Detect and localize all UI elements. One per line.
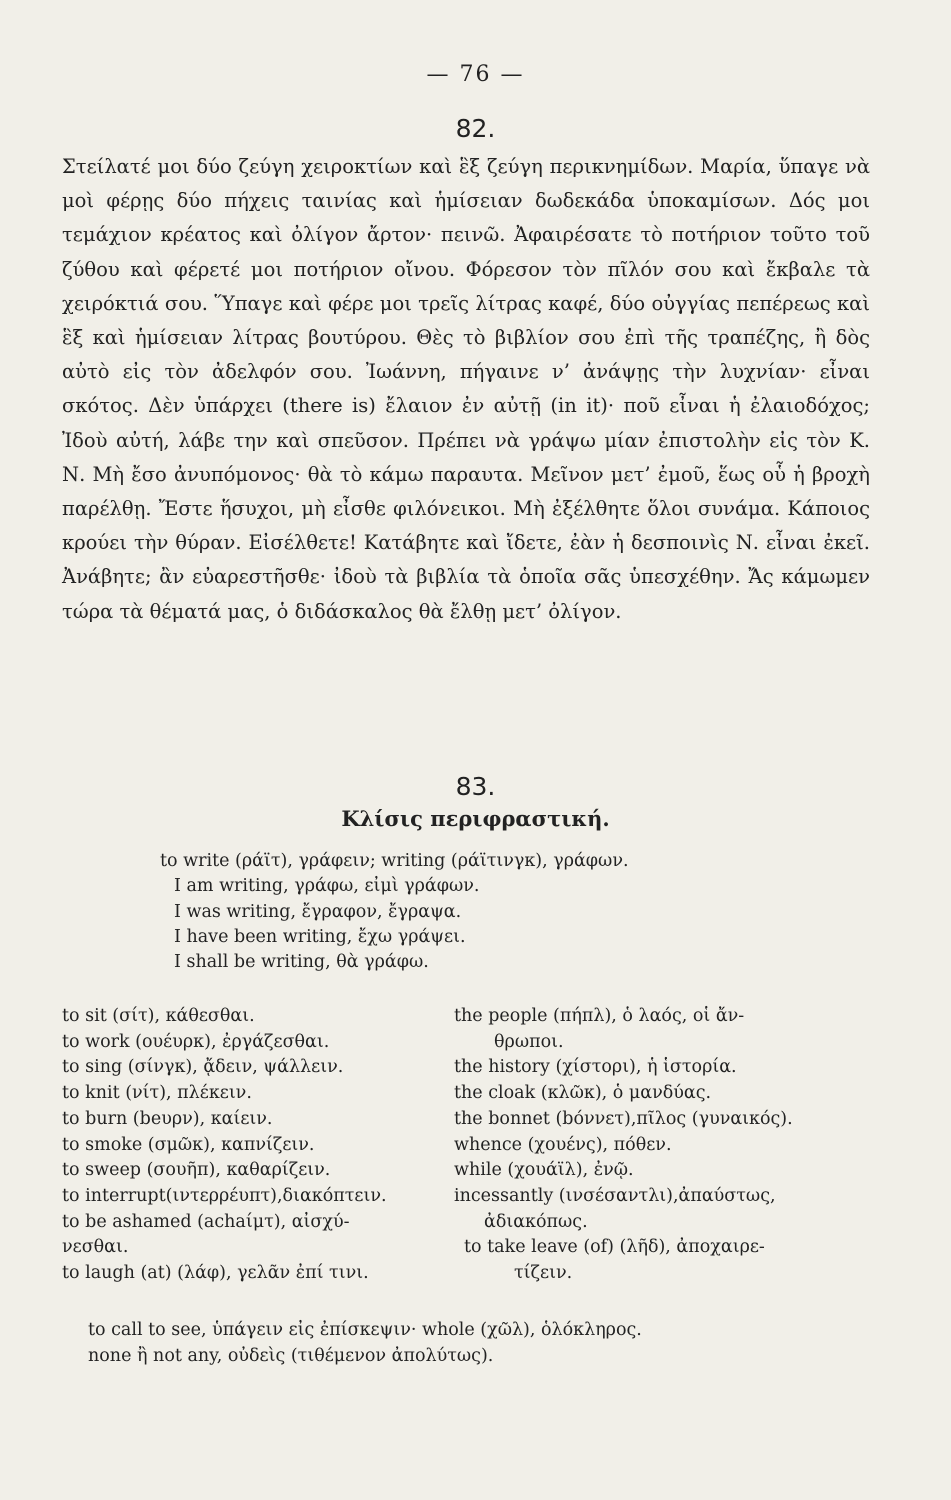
vocab-entry: θρωποι.: [494, 1031, 564, 1052]
vocab-entry: to sing (σίνγκ), ᾄδειν, ψάλλειν.: [62, 1057, 344, 1078]
conjugation-line: I shall be writing, θὰ γράφω.: [174, 952, 429, 973]
vocab-entry: to knit (νίτ), πλέκειν.: [62, 1083, 252, 1104]
vocab-entry: to be ashamed (achaίμτ), αἰσχύ-: [62, 1211, 350, 1232]
vocab-entry: the cloak (κλῶκ), ὁ μανδύας.: [454, 1083, 712, 1104]
vocab-entry: incessantly (ινσέσαντλι),ἀπαύστως,: [454, 1185, 776, 1206]
page-number: — 76 —: [426, 62, 525, 87]
vocab-tail: [88, 1318, 642, 1369]
conjugation-line: I have been writing, ἔχω γράψει.: [174, 926, 466, 947]
vocab-entry: none ἢ not any, οὐδεὶς (τιθέμενον ἀπολύτως).: [88, 1345, 494, 1366]
section-82-number: 82.: [455, 114, 496, 143]
vocab-entry: τίζειν.: [514, 1263, 573, 1284]
vocab-entry: to laugh (at) (λάφ), γελᾶν ἐπί τινι.: [62, 1263, 369, 1284]
vocab-entry: to sit (σίτ), κάθεσθαι.: [62, 1006, 255, 1026]
vocab-entry: the history (χίστορι), ἡ ἱστορία.: [454, 1057, 737, 1078]
vocab-entry: νεσθαι.: [62, 1237, 129, 1258]
vocab-entry: to smoke (σμῶκ), καπνίζειν.: [62, 1134, 315, 1155]
vocab-entry: to take leave (of) (λῆδ), ἀποχαιρε-: [464, 1237, 765, 1258]
vocab-column-right: [454, 1004, 793, 1287]
vocab-entry: the people (πήπλ), ὁ λαός, οἱ ἄν-: [454, 1006, 745, 1026]
vocab-entry: whence (χουένς), πόθεν.: [454, 1134, 672, 1155]
conjugation-table: [160, 849, 629, 975]
vocab-entry: to call to see, ὑπάγειν εἰς ἐπίσκεψιν· whole (χῶλ), ὁλόκληρος.: [88, 1320, 642, 1340]
section-82-text: Στείλατέ μοι δύο ζεύγη χειροκτίων καὶ ἓξ ζεύγη περικνημίδων. Μαρία, ὕπαγε νὰ μοὶ φέρῃς δύο πήχεις ταινίας καὶ ἡμίσειαν δωδεκάδα ὑποκαμίσων. Δός μοι τεμάχιον κρέατος καὶ ὀλίγον ἄρτον· πεινῶ. Ἀφαιρέσατε τὸ ποτήριον τοῦτο τοῦ ζύθου καὶ φέρετέ μοι ποτήριον οἴνου. Φόρεσον τὸν πῖλόν σου καὶ ἔκβαλε τὰ χειρόκτιά σου. Ὕπαγε καὶ φέρε μοι τρεῖς λίτρας καφέ, δύο οὐγγίας πεπέρεως καὶ ἓξ καὶ ἡμίσειαν λίτρας βουτύρου. Θὲς τὸ βιβλίον σου ἐπὶ τῆς τραπέζης, ἢ δὸς αὐτὸ εἰς τὸν ἀδελφόν σου. Ἰωάννη, πήγαινε ν’ ἀνάψῃς τὴν λυχνίαν· εἶναι σκότος. Δὲν ὑπάρχει (there is) ἔλαιον ἐν αὐτῇ (in it)· ποῦ εἶναι ἡ ἐλαιοδόχος; Ἰδοὺ αὐτή, λάβε την καὶ σπεῦσον. Πρέπει νὰ γράψω μίαν ἐπιστολὴν εἰς τὸν Κ. Ν. Μὴ ἔσο ἀνυπόμονος· θὰ τὸ κάμω παραυτα. Μεῖνον μετ’ ἐμοῦ, ἕως οὗ ἡ βροχὴ παρέλθῃ. Ἔστε ἥσυχοι, μὴ εἶσθε φιλόνεικοι. Μὴ ἐξέλθητε ὅλοι συνάμα. Κάποιος κρούει τὴν θύραν. Εἰσέλθετε! Κατάβητε καὶ ἴδετε, ἐὰν ἡ δεσποινὶς Ν. εἶναι ἐκεῖ. Ἀνάβητε; ἂν εὐαρεστῆσθε· ἰδοὺ τὰ βιβλία τὰ ὁποῖα σᾶς ὑπεσχέθην. Ἄς κάμωμεν τώρα τὰ θέματά μας, ὁ διδάσκαλος θὰ ἔλθῃ μετ’ ὀλίγον.: [62, 155, 870, 623]
vocab-entry: the bonnet (bόννετ),πῖλος (γυναικός).: [454, 1108, 793, 1129]
section-83-heading: Κλίσις περιφραστική.: [341, 806, 610, 831]
vocab-entry: ἀδιακόπως.: [484, 1211, 588, 1232]
vocab-entry: to interrupt(ιντερρέυπτ),διακόπτειν.: [62, 1185, 387, 1206]
conjugation-line: I was writing, ἔγραφον, ἔγραψα.: [174, 901, 462, 922]
vocab-entry: to sweep (σουῆπ), καθαρίζειν.: [62, 1160, 331, 1181]
conjugation-line: I am writing, γράφω, εἰμὶ γράφων.: [174, 876, 480, 897]
vocab-entry: to work (ουέυρκ), ἐργάζεσθαι.: [62, 1031, 330, 1052]
vocab-column-left: [62, 1004, 387, 1287]
vocab-entry: to burn (beυρν), καίειν.: [62, 1108, 273, 1129]
vocab-entry: while (χουάϊλ), ἐνῷ.: [454, 1160, 634, 1181]
section-83-number: 83.: [455, 772, 496, 801]
conjugation-line: to write (ράϊτ), γράφειν; writing (ράϊτινγκ), γράφων.: [160, 851, 629, 871]
